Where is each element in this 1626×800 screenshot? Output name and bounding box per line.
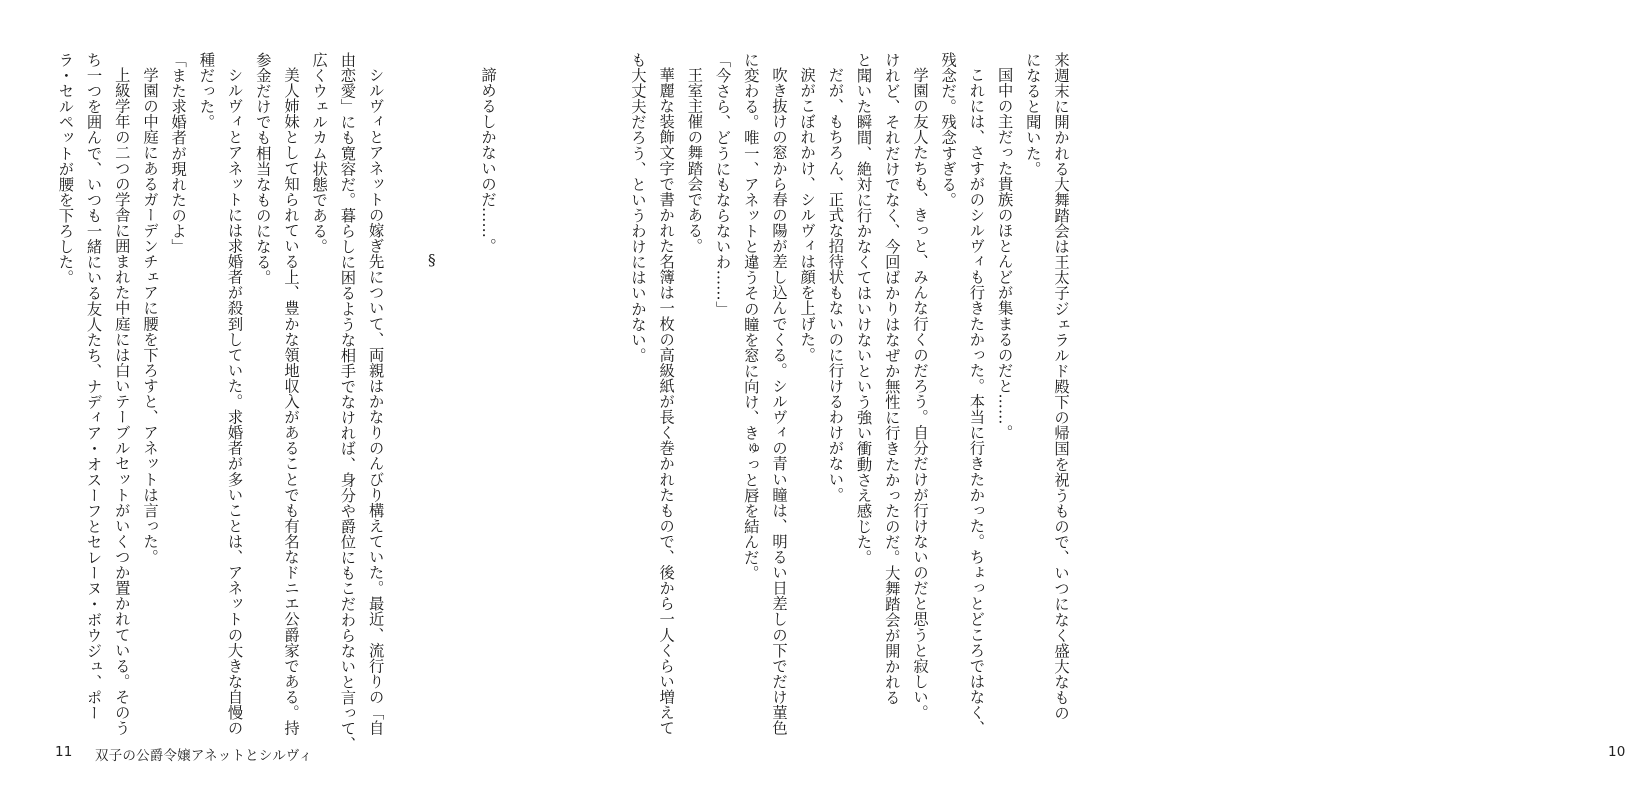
- text-line: 広くウェルカム状態である。: [310, 52, 329, 255]
- section-break-mark: §: [422, 250, 441, 270]
- text-line: 「また求婚者が現れたのよ」: [169, 52, 188, 255]
- text-line: シルヴィとアネットの嫁ぎ先について、両親はかなりのんびり構えていた。最近、流行りの「自: [366, 67, 385, 736]
- text-line: 美人姉妹として知られている上、豊かな領地収入があることでも有名なドニエ公爵家である。持: [281, 67, 300, 736]
- text-line: 吹き抜けの窓から春の陽が差し込んでくる。シルヴィの青い瞳は、明るい日差しの下でだけ菫色: [769, 67, 788, 736]
- blank-line: [390, 52, 418, 722]
- right-page: [562, 0, 1626, 800]
- page-number: 10: [1608, 744, 1626, 760]
- text-line: に変わる。唯一、アネットと違うその瞳を窓に向け、きゅっと唇を結んだ。: [741, 52, 760, 581]
- text-line: 涙がこぼれかけ、シルヴィは顔を上げた。: [798, 67, 817, 363]
- text-line: になると聞いた。: [1023, 52, 1042, 177]
- text-line: 学園の中庭にあるガーデンチェアに腰を下ろすと、アネットは言った。: [140, 67, 159, 565]
- left-page-text: [56, 52, 502, 752]
- text-line: 「今さら、どうにもならないわ……」: [713, 52, 732, 317]
- text-line: これには、さすがのシルヴィも行きたかった。本当に行きたかった。ちょっとどころではなく、: [967, 67, 986, 736]
- text-line: 由恋愛」にも寛容だ。暮らしに困るような相手でなければ、身分や爵位にもこだわらないと言って、: [338, 52, 357, 752]
- text-line: と聞いた瞬間、絶対に行かなくてはいけないという強い衝動さえ感じた。: [854, 52, 873, 566]
- text-line: 華麗な装飾文字で書かれた名簿は一枚の高級紙が長く巻かれたもので、後から一人くらい増えて: [657, 67, 676, 736]
- text-line: ち一つを囲んで、いつも一緒にいる友人たち、ナディア・オスーフとセレーヌ・ボウジュ、ポー: [84, 52, 103, 721]
- text-line: 種だった。: [197, 52, 216, 130]
- text-line: けれど、それだけでなく、今回ばかりはなぜか無性に行きたかったのだ。大舞踏会が開かれる: [882, 52, 901, 706]
- text-line: ラ・セルペットが腰を下ろした。: [56, 52, 75, 286]
- text-line: 学園の友人たちも、きっと、みんな行くのだろう。自分だけが行けないのだと思うと寂しい。: [910, 67, 929, 721]
- text-line: 諦めるしかないのだ……。: [479, 67, 497, 254]
- text-line: 上級学年の二つの学舎に囲まれた中庭には白いテーブルセットがいくつか置かれている。そのう: [112, 67, 131, 736]
- left-page: [0, 0, 562, 800]
- running-title: 双子の公爵令嬢アネットとシルヴィ: [95, 748, 313, 764]
- text-line: も大丈夫だろう、というわけにはいかない。: [628, 52, 647, 363]
- blank-line: [446, 52, 474, 722]
- text-line: 国中の主だった貴族のほとんどが集まるのだと……。: [995, 67, 1014, 441]
- text-line: 残念だ。残念すぎる。: [939, 52, 958, 208]
- text-line: 来週末に開かれる大舞踏会は王太子ジェラルド殿下の帰国を祝うもので、いつになく盛大なもの: [1052, 52, 1070, 721]
- right-page-text: [628, 52, 1075, 736]
- text-line: だが、もちろん、正式な招待状もないのに行けるわけがない。: [826, 67, 845, 503]
- text-line: 王室主催の舞踏会である。: [685, 67, 704, 254]
- text-line: 参金だけでも相当なものになる。: [253, 52, 272, 286]
- page-number: 11: [55, 744, 73, 760]
- text-line: シルヴィとアネットには求婚者が殺到していた。求婚者が多いことは、アネットの大きな自慢の: [225, 67, 244, 736]
